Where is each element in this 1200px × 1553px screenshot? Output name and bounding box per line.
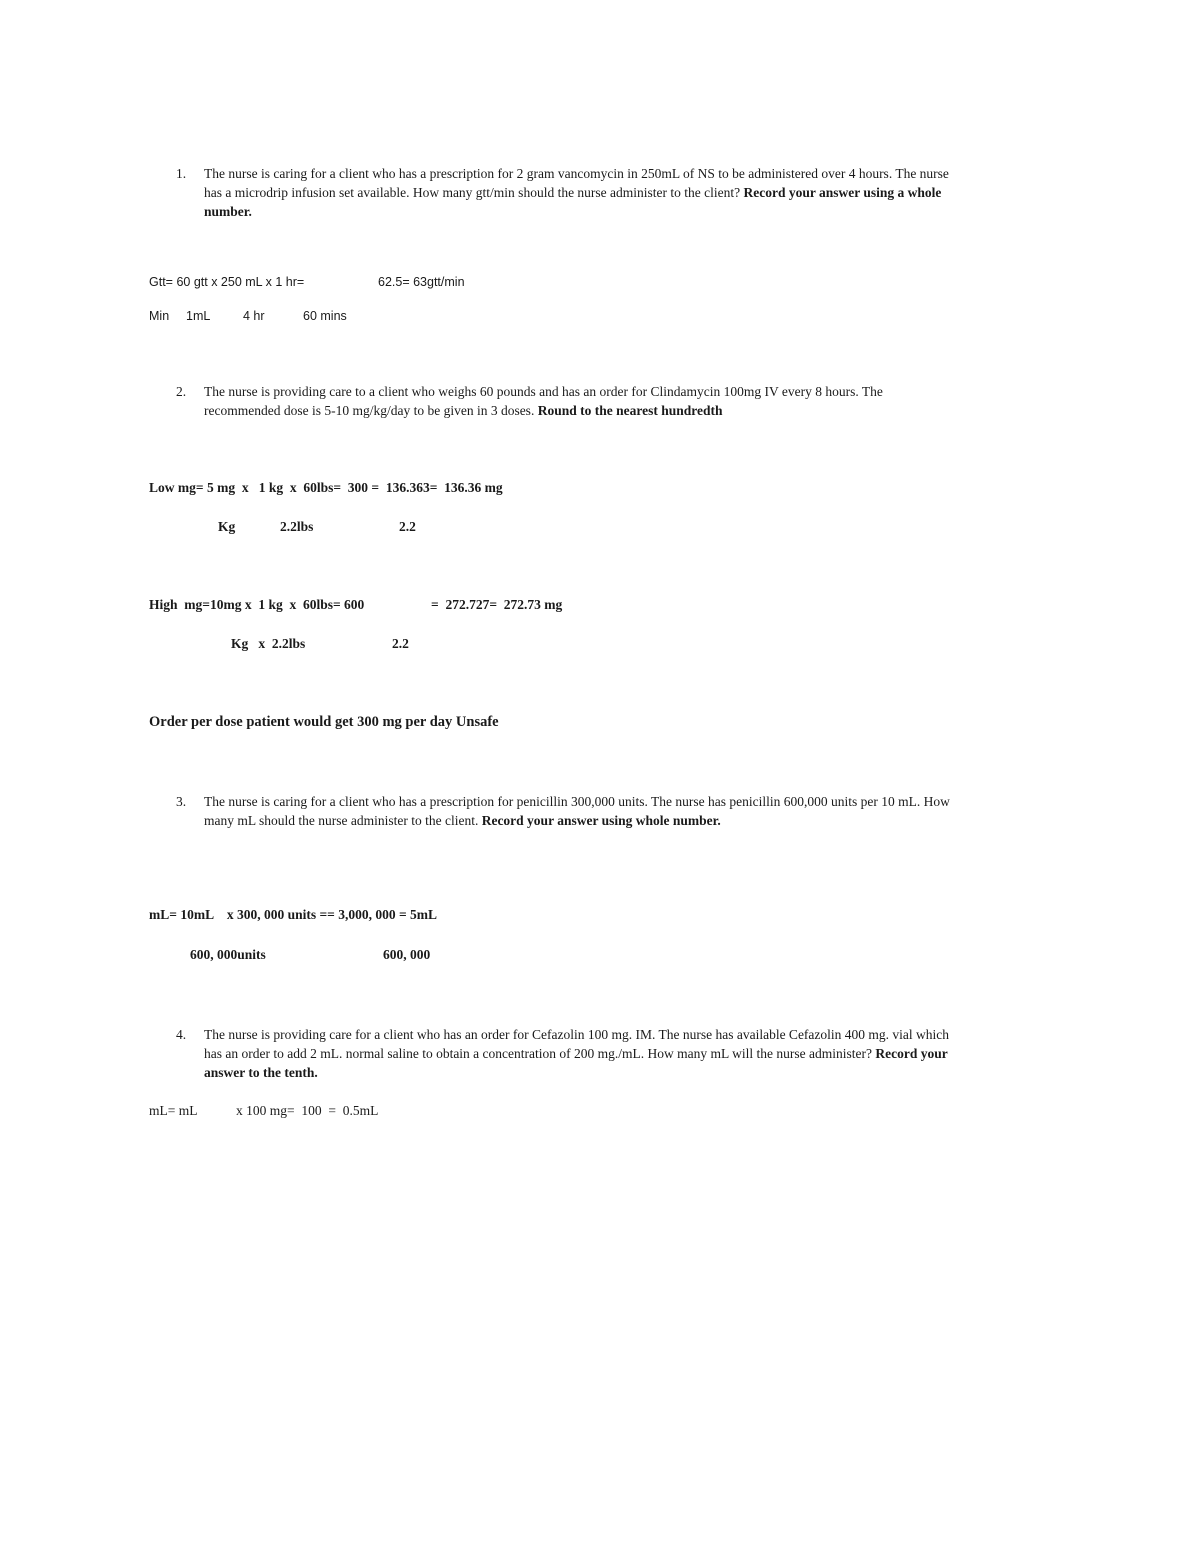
q2-low-line-2a: Kg — [218, 519, 236, 534]
q2-high-line-2b: 2.2 — [392, 636, 409, 651]
question-text — [204, 382, 956, 420]
q2-high-line-2a: Kg x 2.2lbs — [231, 636, 306, 651]
q2-low-line-1: Low mg= 5 mg x 1 kg x 60lbs= 300 = 136.363= 136.36 mg — [149, 480, 503, 495]
question-text — [204, 1025, 956, 1082]
q1-work-line-2d: 60 mins — [303, 309, 347, 323]
q2-low-line-2c: 2.2 — [399, 519, 416, 534]
q4-work-line-1a: mL= mL — [149, 1103, 198, 1118]
question-number: 4. — [176, 1027, 187, 1042]
q3-work-line-1: mL= 10mL x 300, 000 units == 3,000, 000 = 5mL — [149, 907, 438, 922]
question-number: 3. — [176, 794, 187, 809]
question-body: The nurse is caring for a client who has a prescription for penicillin 300,000 units. The nurse has penicillin 600,000 units per 10 mL. How many mL should the nurse administer to the client. — [204, 794, 950, 828]
q1-work-line-2b: 1mL — [186, 309, 211, 323]
question-body: The nurse is providing care to a client who weighs 60 pounds and has an order for Clindamycin 100mg IV every 8 hours. The recommended dose is 5-10 mg/kg/day to be given in 3 doses. — [204, 384, 883, 418]
question-instruction: Record your answer to the tenth. — [204, 1046, 948, 1080]
question-2 — [176, 382, 956, 420]
question-instruction: Round to the nearest hundredth — [537, 403, 723, 418]
q3-work-line-2b: 600, 000 — [383, 947, 431, 962]
q2-low-line-2b: 2.2lbs — [280, 519, 314, 534]
question-number: 2. — [176, 384, 187, 399]
question-instruction: Record your answer using a whole number. — [204, 185, 942, 219]
question-3 — [176, 792, 956, 830]
question-number: 1. — [176, 166, 187, 181]
question-1 — [176, 164, 956, 221]
question-instruction: Record your answer using whole number. — [481, 813, 721, 828]
question-text — [204, 792, 956, 830]
q4-work-line-1b: x 100 mg= 100 = 0.5mL — [236, 1103, 379, 1118]
q2-conclusion: Order per dose patient would get 300 mg per day Unsafe — [149, 714, 499, 730]
question-body: The nurse is providing care for a client who has an order for Cefazolin 100 mg. IM. The nurse has available Cefazolin 400 mg. vial which has an order to add 2 mL. normal saline to obtain a concentration of 200 mg./mL. How many mL will the nurse administer? — [204, 1027, 950, 1061]
question-body: The nurse is caring for a client who has a prescription for 2 gram vancomycin in 250mL of NS to be administered over 4 hours. The nurse has a microdrip infusion set available. How many gtt/min should the nurse administer to the client? — [204, 166, 949, 200]
q1-work-line-1a: Gtt= 60 gtt x 250 mL x 1 hr= — [149, 275, 305, 289]
q1-work-line-2a: Min — [149, 309, 170, 323]
question-4 — [176, 1025, 956, 1082]
question-text — [204, 164, 956, 221]
q1-work-line-1b: 62.5= 63gtt/min — [378, 275, 465, 289]
q2-high-line-1b: = 272.727= 272.73 mg — [431, 597, 563, 612]
q2-high-line-1a: High mg=10mg x 1 kg x 60lbs= 600 — [149, 597, 365, 612]
q1-work-line-2c: 4 hr — [243, 309, 265, 323]
q3-work-line-2a: 600, 000units — [190, 947, 266, 962]
